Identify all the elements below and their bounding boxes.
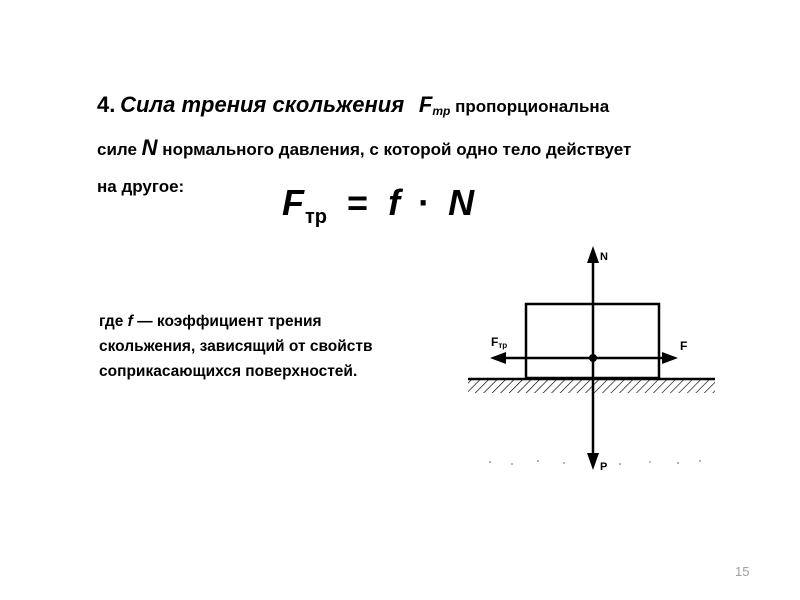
- arrow-Ftr-head: [490, 352, 506, 364]
- heading-friction-symbol: $F_{тр}$: [418, 92, 451, 118]
- label-F: F: [680, 339, 688, 353]
- page-number: 15: [735, 564, 750, 579]
- ground-hatching: [468, 380, 715, 393]
- formula-normal: N: [448, 182, 475, 223]
- heading-number: 4.: [97, 92, 116, 117]
- heading-line1-rest: пропорциональна: [455, 97, 610, 116]
- heading-title: Сила трения скольжения: [120, 92, 405, 117]
- formula-equals: =: [347, 182, 369, 223]
- arrow-P-head: [587, 453, 599, 470]
- arrow-F-head: [662, 352, 678, 364]
- heading-line2-start: силе: [97, 139, 137, 159]
- label-Ftr: Fтр: [491, 335, 508, 350]
- formula-lhs: F: [282, 182, 304, 223]
- arrow-N-head: [587, 246, 599, 263]
- formula-lhs-sub: тр: [305, 206, 328, 228]
- label-P: P: [600, 461, 608, 473]
- center-of-mass-dot: [589, 354, 597, 362]
- formula-dot: ·: [418, 182, 431, 223]
- friction-formula: [282, 182, 474, 229]
- heading-normal-symbol: N: [141, 134, 158, 160]
- explain-symbol: f: [127, 313, 133, 330]
- coefficient-explanation: [99, 310, 399, 384]
- force-diagram: [460, 238, 730, 478]
- explain-prefix: где: [99, 313, 124, 330]
- formula-coefficient: f: [388, 182, 401, 223]
- heading-line3: на другое:: [97, 176, 185, 196]
- explain-rest: — коэффициент трения скольжения, зависящий от свойств соприкасающихся поверхностей.: [99, 313, 373, 380]
- heading-line2-rest: нормального давления, с которой одно тело действует: [162, 139, 632, 159]
- label-N: N: [600, 251, 608, 263]
